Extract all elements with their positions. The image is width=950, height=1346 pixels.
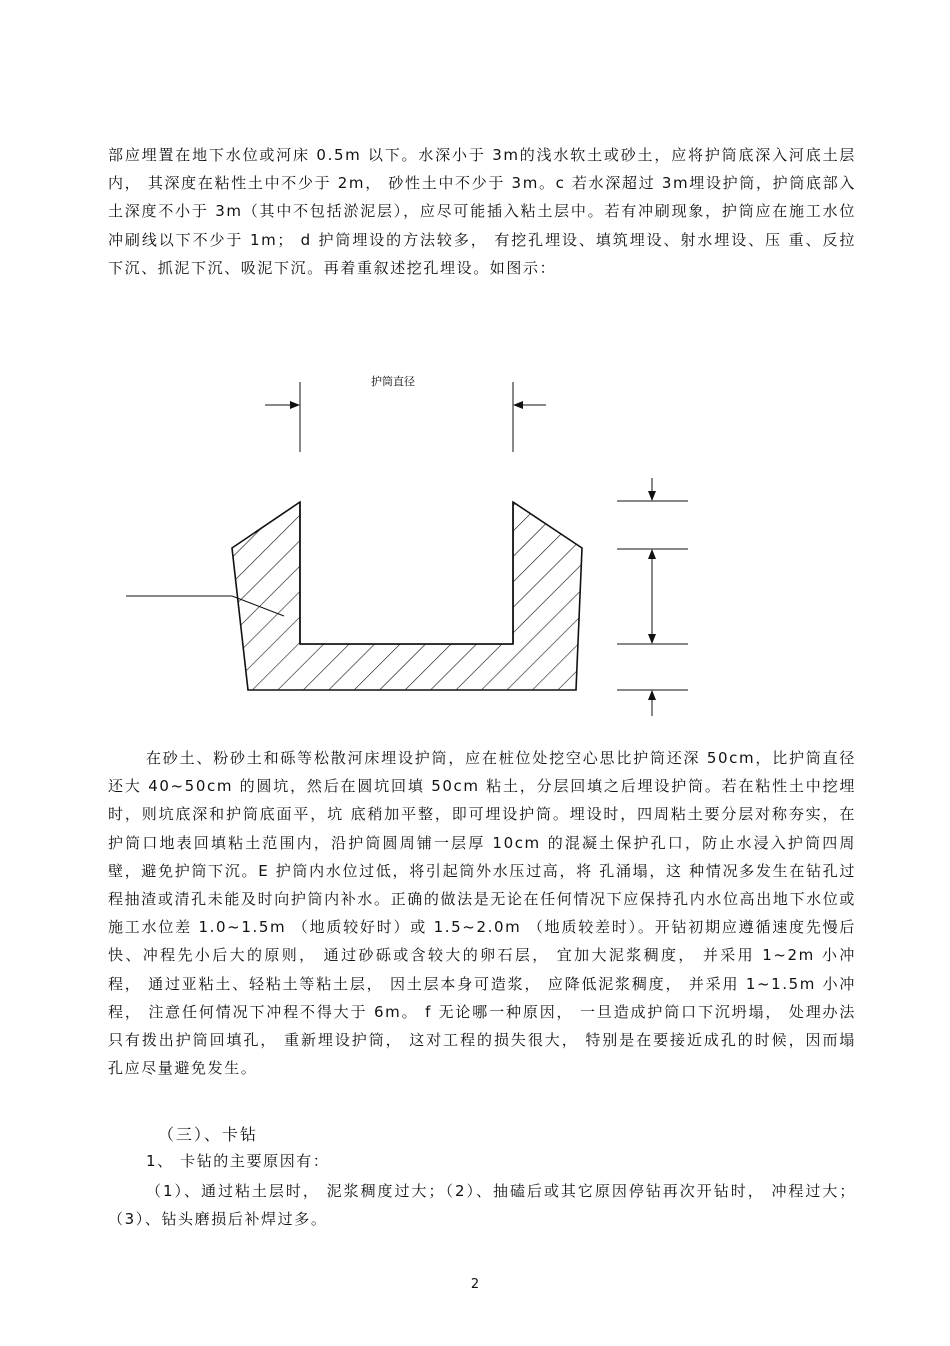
paragraph-3: （1）、通过粘土层时， 泥浆稠度过大；（2）、抽磕后或其它原因停钻再次开钻时， 冲程过大；（3）、钻头磨损后补焊过多。 <box>108 1182 856 1229</box>
list-item-1: 1、 卡钻的主要原因有： <box>146 1152 330 1170</box>
diameter-label: 护筒直径 <box>371 375 415 388</box>
section-heading: （三）、卡钻 <box>158 1125 259 1144</box>
casing-cavity <box>301 480 512 643</box>
depth-dimension <box>617 478 688 716</box>
page-number: 2 <box>470 1277 480 1292</box>
paragraph-1: 部应埋置在地下水位或河床 0.5m 以下。水深小于 3m的浅水软土或砂土，应将护筒底深入河底土层内， 其深度在粘性土中不少于 2m， 砂性土中不少于 3m。c 若水深超过 3m埋设护筒，护筒底部入土深度不小于 3m（其中不包括淤泥层），应尽可能插入粘土层中。若有冲刷现象，护筒应在施工水位冲刷线以下不少于 1m； d 护筒埋设的方法较多， 有挖孔埋设、填筑埋设、射水埋设、压 重、反拉下沉、抓泥下沉、吸泥下沉。再着重叙述挖孔埋设。如图示： <box>108 146 856 277</box>
left-diameter-arrow <box>265 401 300 409</box>
right-diameter-arrow <box>513 401 546 409</box>
paragraph-2: 在砂土、粉砂土和砾等松散河床埋设护筒，应在桩位处挖空心思比护筒还深 50cm，比护筒直径还大 40~50cm 的圆坑，然后在圆坑回填 50cm 粘土，分层回填之后埋设护筒。若在粘性土中挖埋时，则坑底深和护筒底面平，坑 底稍加平整，即可埋设护筒。埋设时，四周粘土要分层对称夯实，在护筒口地表回填粘土范围内，沿护筒圆周铺一层厚 10cm 的混凝土保护孔口，防止水浸入护筒四周壁，避免护筒下沉。E 护筒内水位过低，将引起筒外水压过高，将 孔涌塌，这 种情况多发生在钻孔过程抽渣或清孔未能及时向护筒内补水。正确的做法是无论在任何情况下应保持孔内水位高出地下水位或施工水位差 1.0~1.5m （地质较好时）或 1.5~2.0m （地质较差时）。开钻初期应遵循速度先慢后快、冲程先小后大的原则， 通过砂砾或含较大的卵石层， 宜加大泥浆稠度， 并采用 1~2m 小冲程， 通过亚粘土、轻粘土等粘土层， 因土层本身可造浆， 应降低泥浆稠度， 并采用 1~1.5m 小冲程， 注意任何情况下冲程不得大于 6m。 f 无论哪一种原因， 一旦造成护筒口下沉坍塌， 处理办法只有拨出护筒回填孔， 重新埋设护筒， 这对工程的损失很大， 特别是在要接近成孔的时候，因而塌孔应尽量避免发生。 <box>108 749 856 1078</box>
